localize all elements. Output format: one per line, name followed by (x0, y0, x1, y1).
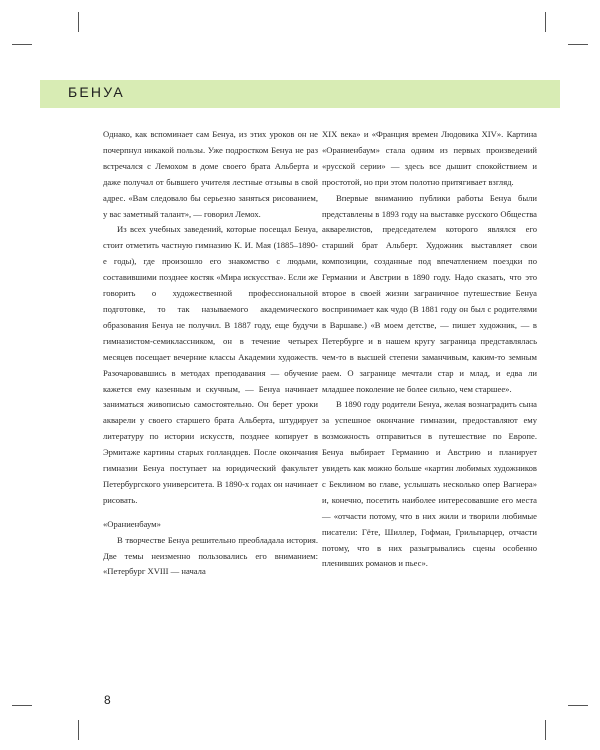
paragraph: Из всех учебных заведений, которые посещал Бенуа, стоит отметить частную гимназию К. И. Мая (1885–1890-е годы), где произошло его знакомство с людьми, составившими позднее костяк «Мира искусства». Если же говорить о художественной профессиональной подготовке, то так называемого академического образования Бенуа не получил. В 1887 году, еще будучи гимназистом-семиклассником, он в течение четырех месяцев посещает вечерние классы Академии художеств. Разочаровавшись в методах преподавания — обучение кажется ему казенным и скучным, — Бенуа начинает заниматься живописью самостоятельно. Он берет уроки акварели у своего старшего брата Альберта, штудирует литературу по истории искусств, позднее копирует в Эрмитаже картины старых голландцев. После окончания гимназии Бенуа поступает на юридический факультет Петербургского университета. В 1890-х годах он начинает рисовать. (103, 224, 318, 505)
paragraph: Впервые вниманию публики работы Бенуа были представлены в 1893 году на выставке русского Общества акварелистов, председателем которого являлся его старший брат Альберт. Художник выставляет свои композиции, созданные под впечатлением поездки по Германии и Австрии в 1890 году. Надо сказать, что это второе в своей жизни заграничное путешествие Бенуа воспринимает как чудо (В 1881 году он был с родителями в Варшаве.) «В моем детстве, — пишет художник, — в Петербурге и в нашем кругу заграница представлялась чем-то в высшей степени заманчивым, каким-то земным раем. О загранице мечтали стар и млад, и едва ли младшее поколение не более сильно, чем старшее». (322, 192, 537, 394)
crop-mark (12, 705, 32, 706)
crop-mark (12, 44, 32, 45)
paragraph: Однако, как вспоминает сам Бенуа, из этих уроков он не почерпнул никакой пользы. Уже подростком Бенуа не раз встречался с Лемохом в доме своего брата Альберта и даже получал от бывшего учителя лестные отзывы в свой адрес. «Вам следовало бы серьезно заняться рисованием, у вас заметный талант», — говорил Лемох. (103, 129, 318, 219)
paragraph: XIX века» и «Франция времен Людовика XIV». Картина «Ораниенбаум» стала одним из первых произведений «русской серии» — здесь все дышит спокойствием и простотой, но при этом полотно притягивает взгляд. (322, 129, 537, 187)
text-column-left (103, 127, 318, 580)
section-heading: «Ораниенбаум» (103, 518, 161, 529)
crop-mark (568, 705, 588, 706)
text-column-right (322, 127, 537, 572)
page-title: БЕНУА (68, 84, 125, 100)
crop-mark (78, 720, 79, 740)
crop-mark (545, 12, 546, 32)
crop-mark (568, 44, 588, 45)
crop-mark (545, 720, 546, 740)
page-number: 8 (104, 693, 111, 707)
paragraph: В 1890 году родители Бенуа, желая вознаградить сына за успешное окончание гимназии, предоставляют ему возможность отправиться в путешествие по Европе. Бенуа выбирает Германию и Австрию и планирует увидеть как можно больше «картин любимых художников с Беклином во главе, услышать несколько опер Вагнера» и, конечно, посетить наиболее интересовавшие его места — «отчасти потому, что в них жили и творили любимые писатели: Гёте, Шиллер, Гофман, Грильпарцер, отчасти потому, что в них разыгрывались сцены особенно пленивших романов и пьес». (322, 399, 537, 569)
crop-mark (78, 12, 79, 32)
paragraph: В творчестве Бенуа решительно преобладала история. Две темы неизменно пользовались его вниманием: «Петербург XVIII — начала (103, 534, 318, 577)
